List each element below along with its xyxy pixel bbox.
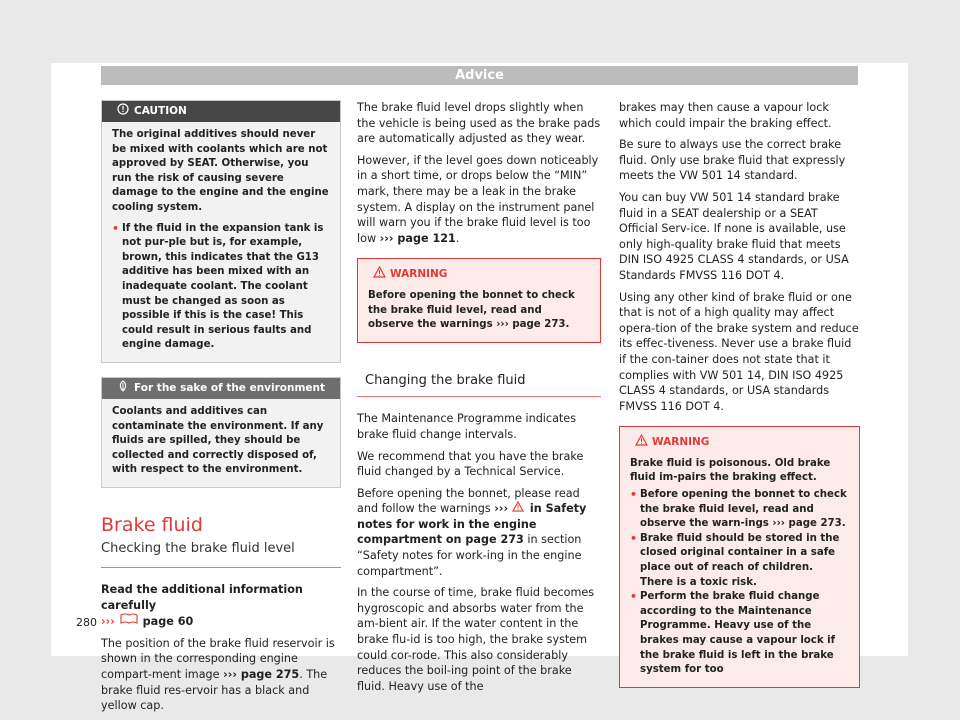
paragraph: We recommend that you have the brake fluid changed by a Technical Service. xyxy=(357,449,584,479)
paragraph: In the course of time, brake fluid becomes hygroscopic and absorbs water from the am-bient air. If the water content in the brake flu-id is too high, the brake system could cor-rode. This also considerably reduces the boil-ing point of the brake fluid. Heavy use of the xyxy=(357,586,595,693)
ref-page[interactable]: page 60 xyxy=(142,615,194,629)
page-ref-link[interactable]: ››› page 121 xyxy=(379,231,456,245)
caution-text: The original additives should never be mixed with coolants which are not approved by SEAT. Otherwise, you run the risk of causing severe damage to the engine and the engine cooling system. xyxy=(112,129,329,213)
bullet-icon: • xyxy=(630,531,638,545)
book-icon xyxy=(119,615,143,628)
paragraph: The Maintenance Programme indicates brake fluid change intervals. xyxy=(357,412,577,441)
page-ref-link[interactable]: ››› page 273. xyxy=(496,319,570,331)
paragraph: Using any other kind of brake fluid or one that is not of a high quality may affect opera-tion of the brake system and reduce its effec-tiveness. Never use a brake fluid if the con-tainer does not state that it complies with VW 501 14, DIN ISO 4925 CLASS 4 standards, or USA standards FMVSS 116 DOT 4. xyxy=(619,290,859,413)
warning-bullet: • Perform the brake fluid change according to the Maintenance Programme. Heavy use of the brakes may cause a vapour lock if the brake fluid is left in the brake system for too xyxy=(630,590,849,678)
paragraph: However, if the level goes down noticeably in a short time, or drops below the “MIN” mark, there may be a leak in the brake system. A display on the instrument panel will warn you if the brake fluid level is too low ››› page 121. xyxy=(357,153,599,245)
environment-label: For the sake of the environment xyxy=(134,381,326,394)
warning-body: Before opening the bonnet to check the brake fluid level, read and observe the warnings ››› page 273. xyxy=(368,289,575,331)
section-divider xyxy=(101,567,341,568)
column-3 xyxy=(619,100,860,698)
warning-box xyxy=(357,258,601,342)
section-divider xyxy=(357,396,601,397)
page-header: Advice xyxy=(101,66,858,85)
warning-text: Brake fluid is poisonous. Old brake fluid im-pairs the braking effect. xyxy=(630,457,831,484)
environment-header xyxy=(102,378,340,399)
paragraph: The brake fluid level drops slightly when the vehicle is being used as the brake pads are automatically adjusted as they wear. xyxy=(357,101,601,146)
page-ref-link[interactable]: ››› page 275 xyxy=(223,668,300,682)
caution-box xyxy=(101,100,341,363)
warning-header xyxy=(358,259,600,286)
bullet-icon: • xyxy=(630,488,638,502)
column-2 xyxy=(357,100,601,700)
column-1 xyxy=(101,100,341,720)
bullet-icon: • xyxy=(112,221,120,235)
paragraph: brakes may then cause a vapour lock which could impair the braking effect. xyxy=(619,101,832,130)
paragraph: Be sure to always use the correct brake fluid. Only use brake fluid that expressly meets the VW 501 14 standard. xyxy=(619,138,846,183)
environment-box xyxy=(101,377,341,488)
page-number: 280 xyxy=(76,616,97,629)
bullet-icon: • xyxy=(630,590,638,604)
section-heading: Changing the brake fluid xyxy=(365,372,526,388)
caution-bullet: • If the fluid in the expansion tank is not pur-ple but is, for example, brown, this indicates that the G13 additive has been mixed with an inadequate coolant. The coolant must be changed as soon as possible if this is the case! This could result in serious faults and engine damage. xyxy=(112,222,330,353)
ref-arrows: ››› xyxy=(101,615,115,629)
read-more-note: Read the additional information carefully ››› page 60 xyxy=(101,583,303,629)
warning-label: WARNING xyxy=(390,267,448,280)
warning-body xyxy=(620,454,859,687)
info-circle-icon xyxy=(112,103,134,120)
paragraph: Before opening the bonnet, please read and follow the warnings ››› in Safety notes for work in the engine compartment on page 273 in section “Safety notes for work-ing in the engine compartment”. xyxy=(357,486,587,578)
warning-label: WARNING xyxy=(652,435,710,448)
environment-body: Coolants and additives can contaminate the environment. If any fluids are spilled, they should be collected and correctly disposed of, with respect to the environment. xyxy=(112,405,324,476)
warning-bullet: • Brake fluid should be stored in the closed original container in a safe place out of reach of children. There is a toxic risk. xyxy=(630,532,849,590)
section-subtitle: Checking the brake fluid level xyxy=(101,541,295,557)
caution-body xyxy=(102,122,340,362)
warning-triangle-icon xyxy=(368,266,390,283)
leaf-icon xyxy=(112,380,134,397)
warning-header xyxy=(620,427,859,454)
warning-bullet: • Before opening the bonnet to check the brake fluid level, read and observe the warn-ings ››› page 273. xyxy=(630,488,849,532)
section-title: Brake fluid xyxy=(101,513,203,536)
paragraph: You can buy VW 501 14 standard brake fluid in a SEAT dealership or a SEAT Official Serv-ice. If none is available, use only high-quality brake fluid that meets DIN ISO 4925 CLASS 4 standards, or USA Standards FMVSS 116 DOT 4. xyxy=(619,190,849,282)
warning-triangle-icon xyxy=(512,501,526,517)
warning-box xyxy=(619,426,860,688)
caution-label: CAUTION xyxy=(134,104,187,117)
page-ref-link[interactable]: ››› in Safety notes for work in the engine compartment on page 273 xyxy=(357,502,587,547)
paragraph: The position of the brake fluid reservoir is shown in the corresponding engine compart-ment image ››› page 275. The brake fluid res-ervoir has a black and yellow cap. xyxy=(101,636,335,713)
caution-header xyxy=(102,101,340,122)
warning-triangle-icon xyxy=(630,434,652,451)
